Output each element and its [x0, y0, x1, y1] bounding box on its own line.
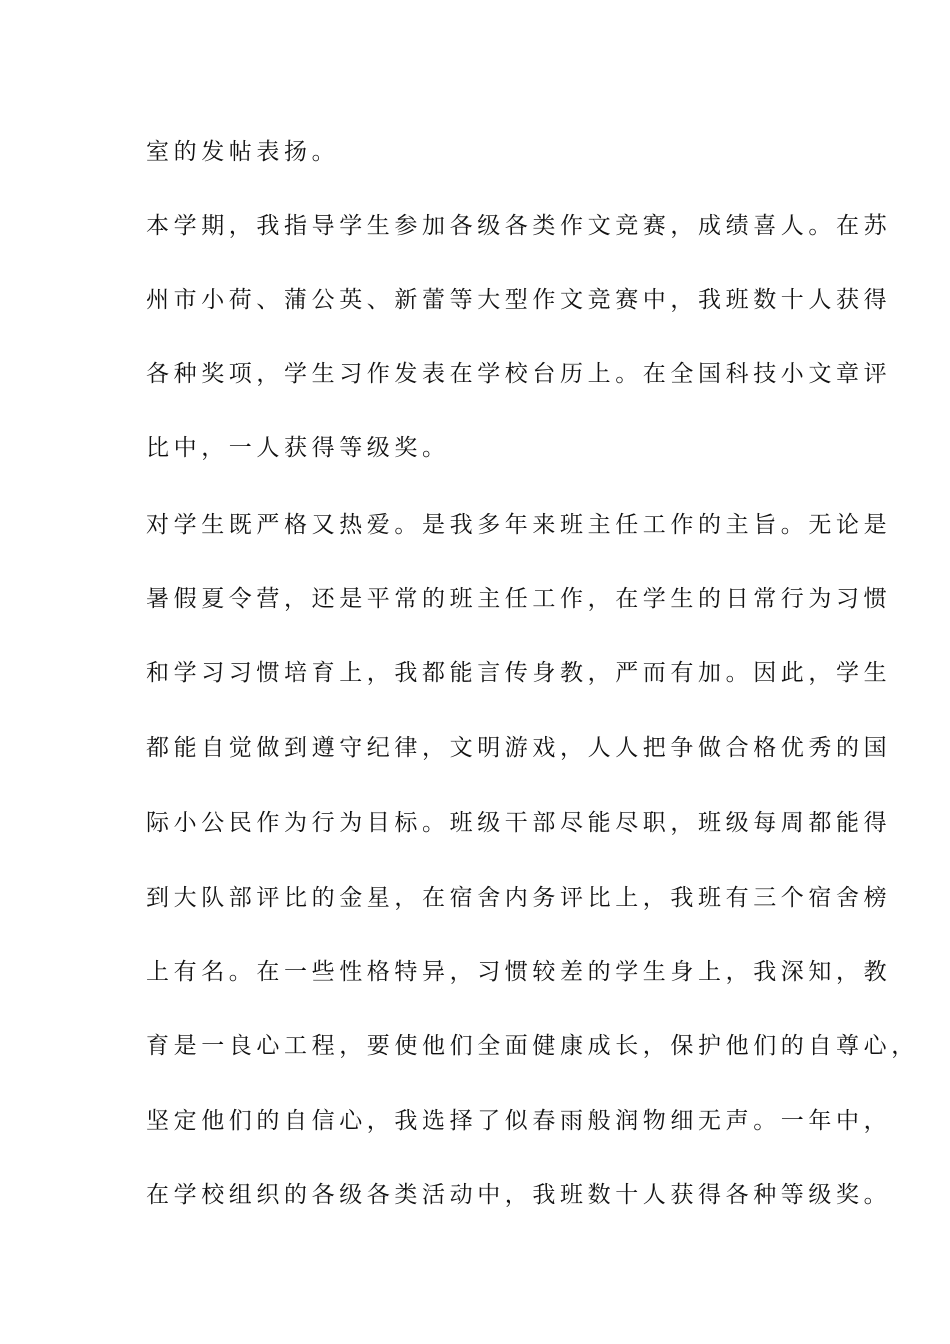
- text-line: 坚定他们的自信心，我选择了似春雨般润物细无声。一年中，: [146, 1108, 892, 1134]
- text-line: 际小公民作为行为目标。班级干部尽能尽职，班级每周都能得: [146, 810, 892, 836]
- text-line: 暑假夏令营，还是平常的班主任工作，在学生的日常行为习惯: [146, 586, 892, 612]
- text-line: 室的发帖表扬。: [146, 139, 340, 165]
- text-line: 到大队部评比的金星，在宿舍内务评比上，我班有三个宿舍榜: [146, 885, 892, 911]
- text-line: 本学期，我指导学生参加各级各类作文竞赛，成绩喜人。在苏: [146, 213, 892, 239]
- text-line: 和学习习惯培育上，我都能言传身教，严而有加。因此，学生: [146, 660, 892, 686]
- text-line: 都能自觉做到遵守纪律，文明游戏，人人把争做合格优秀的国: [146, 735, 892, 761]
- text-line: 在学校组织的各级各类活动中，我班数十人获得各种等级奖。: [146, 1182, 892, 1208]
- text-line: 比中，一人获得等级奖。: [146, 435, 450, 461]
- text-line: 对学生既严格又热爱。是我多年来班主任工作的主旨。无论是: [146, 512, 892, 538]
- text-line: 各种奖项，学生习作发表在学校台历上。在全国科技小文章评: [146, 361, 892, 387]
- text-line: 育是一良心工程，要使他们全面健康成长，保护他们的自尊心，: [146, 1033, 919, 1059]
- text-line: 上有名。在一些性格特异，习惯较差的学生身上，我深知，教: [146, 959, 892, 985]
- text-line: 州市小荷、蒲公英、新蕾等大型作文竞赛中，我班数十人获得: [146, 287, 892, 313]
